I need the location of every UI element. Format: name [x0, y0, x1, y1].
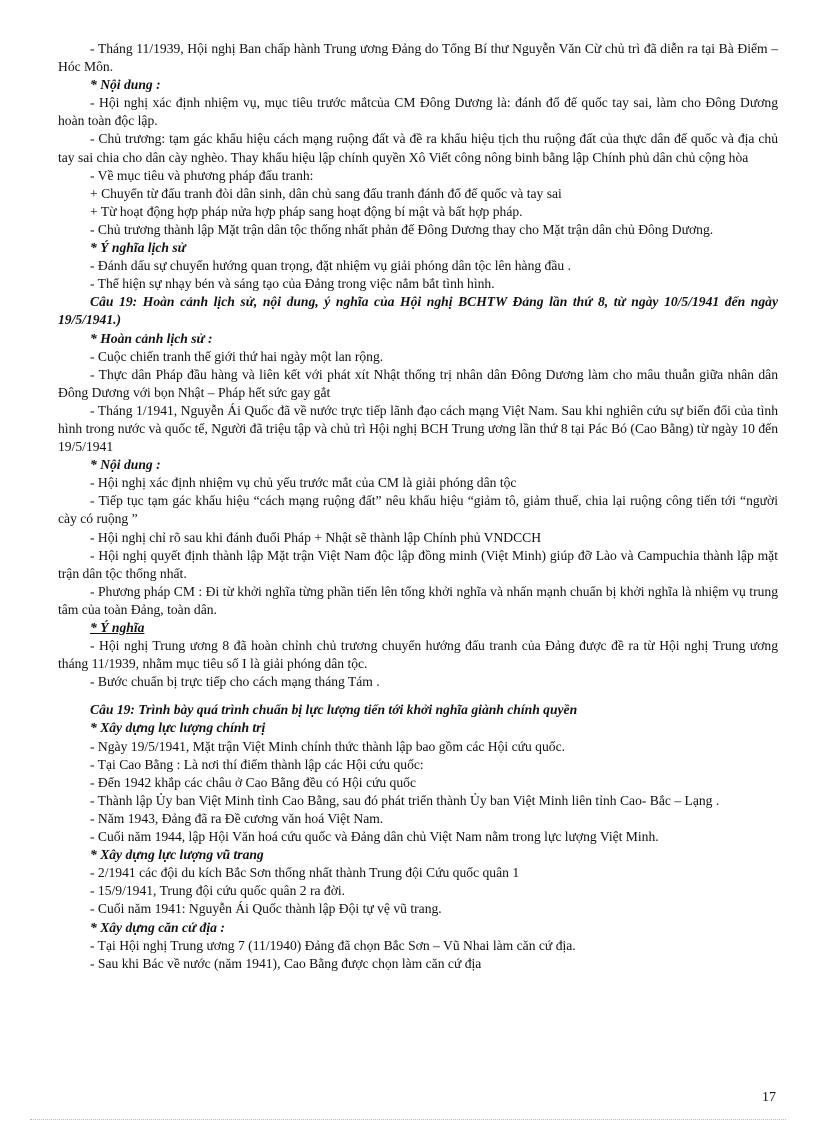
paragraph: - Tháng 1/1941, Nguyễn Ái Quốc đã về nước trực tiếp lãnh đạo cách mạng Việt Nam. Sau khi nghiên cứu sự biến đổi của tình hình trong nước và quốc tế, Người đã triệu tập và chủ trì Hội nghị BCH Trung ương lần thứ 8 tại Pác Bó (Cao Bằng) từ ngày 10 đến 19/5/1941 [58, 402, 778, 455]
question-heading: Câu 19: Hoàn cảnh lịch sử, nội dung, ý nghĩa của Hội nghị BCHTW Đảng lần thứ 8, từ ngày 10/5/1941 đến ngày 19/5/1941.) [58, 294, 778, 328]
paragraph: - Hội nghị xác định nhiệm vụ, mục tiêu trước mắtcủa CM Đông Dương là: đánh đổ đế quốc tay sai, làm cho Đông Dương hoàn toàn độc lập. [58, 95, 778, 129]
section-heading: * Ý nghĩa [90, 620, 145, 635]
paragraph: - Hội nghị xác định nhiệm vụ chủ yếu trước mắt của CM là giải phóng dân tộc [90, 475, 517, 491]
paragraph: - Phương pháp CM : Đi từ khởi nghĩa từng phần tiến lên tổng khởi nghĩa và nhấn mạnh chuẩn bị khởi nghĩa là nhiệm vụ trung tâm của toàn Đảng, toàn dân. [58, 583, 778, 617]
paragraph: - Cuối năm 1941: Nguyễn Ái Quốc thành lập Đội tự vệ vũ trang. [90, 901, 442, 917]
paragraph: - Tiếp tục tạm gác khẩu hiệu “cách mạng ruộng đất” nêu khẩu hiệu “giảm tô, giảm thuế, chia lại ruộng công tiến tới “người cày có ruộng ” [58, 493, 778, 527]
page-bottom-border [30, 1119, 786, 1120]
paragraph: - Tháng 11/1939, Hội nghị Ban chấp hành Trung ương Đảng do Tổng Bí thư Nguyễn Văn Cừ chủ trì đã diễn ra tại Bà Điểm – Hóc Môn. [58, 41, 778, 75]
section-heading: * Xây dựng căn cứ địa : [90, 919, 225, 935]
paragraph: - Chủ trương thành lập Mặt trận dân tộc thống nhất phản đế Đông Dương thay cho Mặt trận dân chủ Đông Dương. [90, 221, 714, 237]
paragraph: - Đánh dấu sự chuyển hướng quan trọng, đặt nhiệm vụ giải phóng dân tộc lên hàng đầu . [90, 258, 571, 274]
paragraph: - 15/9/1941, Trung đội cứu quốc quân 2 ra đời. [90, 883, 346, 899]
paragraph: + Từ hoạt động hợp pháp nửa hợp pháp sang hoạt động bí mật và bất hợp pháp. [90, 203, 523, 219]
section-heading: * Nội dung : [90, 77, 161, 93]
page-number: 17 [762, 1090, 776, 1105]
document-body [58, 40, 778, 973]
paragraph: - Hội nghị chỉ rõ sau khi đánh đuổi Pháp + Nhật sẽ thành lập Chính phủ VNDCCH [90, 529, 542, 545]
paragraph: - Thực dân Pháp đầu hàng và liên kết với phát xít Nhật thống trị nhân dân Đông Dương làm cho mâu thuẫn giữa nhân dân Đông Dương với bọn Nhật – Pháp hết sức gay gắt [58, 366, 778, 400]
paragraph: - Thể hiện sự nhạy bén và sáng tạo của Đảng trong việc nắm bắt tình hình. [90, 276, 495, 292]
paragraph: - Bước chuẩn bị trực tiếp cho cách mạng tháng Tám . [90, 674, 380, 690]
paragraph: + Chuyển từ đấu tranh đòi dân sinh, dân chủ sang đấu tranh đánh đổ đế quốc và tay sai [90, 185, 562, 201]
paragraph: - Hội nghị quyết định thành lập Mặt trận Việt Nam độc lập đồng minh (Việt Minh) giúp đỡ Lào và Campuchia thành lập mặt trận dân tộc thống nhất. [58, 547, 778, 581]
paragraph: - Năm 1943, Đảng đã ra Đề cương văn hoá Việt Nam. [90, 810, 384, 826]
paragraph: - Ngày 19/5/1941, Mặt trận Việt Minh chính thức thành lập bao gồm các Hội cứu quốc. [90, 738, 565, 754]
section-heading: * Nội dung : [90, 457, 161, 473]
paragraph: - Về mục tiêu và phương pháp đấu tranh: [90, 167, 314, 183]
spacer [58, 691, 778, 701]
paragraph: - Thành lập Ủy ban Việt Minh tỉnh Cao Bằng, sau đó phát triển thành Ủy ban Việt Minh liên tỉnh Cao- Bắc – Lạng . [90, 792, 720, 808]
section-heading: * Xây dựng lực lượng chính trị [90, 720, 266, 736]
paragraph: - Hội nghị Trung ương 8 đã hoàn chỉnh chủ trương chuyển hướng đấu tranh của Đảng được đề ra từ Hội nghị Trung ương tháng 11/1939, nhằm mục tiêu số I là giải phóng dân tộc. [58, 638, 778, 672]
section-heading: * Hoàn cảnh lịch sử : [90, 330, 213, 346]
section-heading: * Ý nghĩa lịch sử [90, 240, 186, 256]
paragraph: - Đến 1942 khắp các châu ở Cao Bằng đều có Hội cứu quốc [90, 774, 416, 790]
paragraph: - Sau khi Bác về nước (năm 1941), Cao Bằng được chọn làm căn cứ địa [90, 955, 482, 971]
paragraph: - Chủ trương: tạm gác khẩu hiệu cách mạng ruộng đất và đề ra khẩu hiệu tịch thu ruộng đất của thực dân đế quốc và địa chủ tay sai chia cho dân cày nghèo. Thay khẩu hiệu lập chính quyền Xô Viết công nông binh bằng lập Chính phủ dân chủ cộng hòa [58, 131, 778, 165]
paragraph: - Tại Hội nghị Trung ương 7 (11/1940) Đảng đã chọn Bắc Sơn – Vũ Nhai làm căn cứ địa. [90, 937, 576, 953]
paragraph: - 2/1941 các đội du kích Bắc Sơn thống nhất thành Trung đội Cứu quốc quân 1 [90, 865, 520, 881]
section-heading: * Xây dựng lực lượng vũ trang [90, 847, 264, 863]
paragraph: - Cuộc chiến tranh thế giới thứ hai ngày một lan rộng. [90, 348, 384, 364]
paragraph: - Tại Cao Bằng : Là nơi thí điểm thành lập các Hội cứu quốc: [90, 756, 424, 772]
paragraph: - Cuối năm 1944, lập Hội Văn hoá cứu quốc và Đảng dân chủ Việt Nam nằm trong lực lượng Việt Minh. [90, 829, 659, 845]
question-heading: Câu 19: Trình bày quá trình chuẩn bị lực lượng tiến tới khởi nghĩa giành chính quyền [90, 702, 578, 718]
